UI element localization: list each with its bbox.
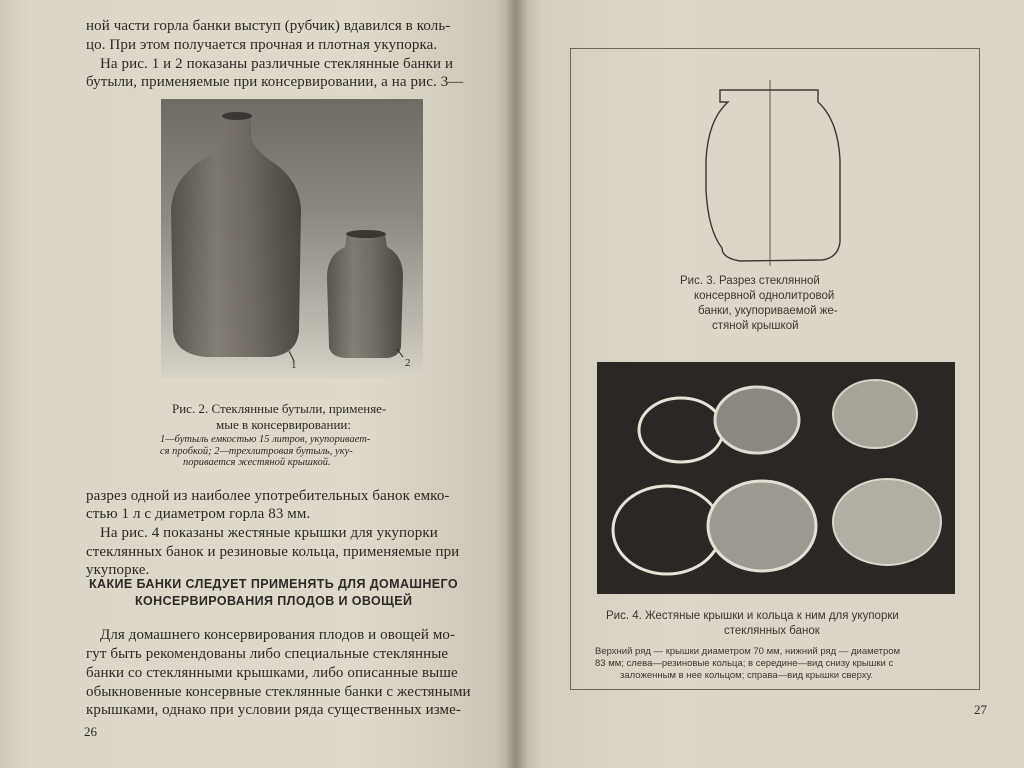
caption-line: консервной однолитровой bbox=[694, 290, 835, 302]
caption-title-line: Рис. 2. Стеклянные бутыли, применяе- bbox=[172, 401, 387, 416]
bottles-illustration bbox=[161, 99, 423, 378]
jar-outline bbox=[706, 90, 840, 261]
large-bottle-shape bbox=[171, 115, 301, 357]
caption-legend-line: заложенным в нее кольцом; справа—вид крышки сверху. bbox=[620, 670, 874, 681]
text-line: обыкновенные консервные стеклянные банки с жестяными bbox=[86, 684, 471, 700]
heading-line: КАКИЕ БАНКИ СЛЕДУЕТ ПРИМЕНЯТЬ ДЛЯ ДОМАШНЕГО bbox=[89, 577, 458, 591]
rubber-ring-small bbox=[639, 398, 723, 462]
caption-legend-line: 1—бутыль емкостью 15 литров, укупоривает- bbox=[160, 434, 371, 445]
large-bottle-neck bbox=[222, 112, 252, 120]
caption-line: банки, укупориваемой же- bbox=[698, 305, 838, 317]
text-line: укупорке. bbox=[86, 562, 150, 578]
text-line: стью 1 л с диаметром горла 83 мм. bbox=[86, 506, 311, 522]
lid-top-large bbox=[833, 479, 941, 565]
page-number-right: 27 bbox=[974, 702, 987, 717]
figure-2-marker-1: 1 bbox=[291, 359, 297, 371]
page-number-left: 26 bbox=[84, 724, 97, 739]
book-gutter bbox=[506, 0, 528, 768]
heading-line: КОНСЕРВИРОВАНИЯ ПЛОДОВ И ОВОЩЕЙ bbox=[135, 594, 413, 608]
text-line: разрез одной из наиболее употребительных банок емко- bbox=[86, 488, 450, 504]
text-line: Для домашнего консервирования плодов и овощей мо- bbox=[100, 627, 456, 643]
text-line: банки со стеклянными крышками, либо описанные выше bbox=[86, 665, 458, 681]
text-line: стеклянных банок и резиновые кольца, применяемые при bbox=[86, 544, 460, 560]
rubber-ring-large bbox=[613, 486, 721, 574]
lid-with-ring-small bbox=[715, 387, 799, 453]
text-line: крышками, однако при условии ряда существенных изме- bbox=[86, 702, 461, 718]
caption-title-line: Рис. 4. Жестяные крышки и кольца к ним для укупорки bbox=[606, 610, 899, 622]
caption-legend-line: ся пробкой; 2—трехлитровая бутыль, уку- bbox=[160, 446, 353, 457]
figure-2-photo bbox=[161, 99, 423, 378]
caption-line: стяной крышкой bbox=[712, 320, 799, 332]
text-line: ной части горла банки выступ (рубчик) вдавился в коль- bbox=[86, 18, 451, 34]
caption-legend-line: поривается жестяной крышкой. bbox=[183, 457, 331, 468]
text-line: На рис. 4 показаны жестяные крышки для укупорки bbox=[100, 525, 438, 541]
text-line: бутыли, применяемые при консервировании, а на рис. 3— bbox=[86, 74, 464, 90]
text-line: На рис. 1 и 2 показаны различные стеклянные банки и bbox=[100, 56, 454, 72]
figure-2-marker-2: 2 bbox=[405, 357, 411, 369]
caption-title-line: мые в консервировании: bbox=[216, 417, 351, 432]
small-jar-neck bbox=[346, 230, 386, 238]
caption-legend-line: 83 мм; слева—резиновые кольца; в середине—вид снизу крышки с bbox=[595, 658, 894, 669]
lid-with-ring-large bbox=[708, 481, 816, 571]
caption-legend-line: Верхний ряд — крышки диаметром 70 мм, нижний ряд — диаметром bbox=[595, 646, 901, 657]
text-line: цо. При этом получается прочная и плотная укупорка. bbox=[86, 37, 438, 53]
lid-top-small bbox=[833, 380, 917, 448]
figure-3-jar-drawing bbox=[700, 80, 850, 270]
figure-4-photo bbox=[597, 362, 955, 594]
lids-and-rings-illustration bbox=[597, 362, 955, 594]
text-line: гут быть рекомендованы либо специальные стеклянные bbox=[86, 646, 449, 662]
caption-line: Рис. 3. Разрез стеклянной bbox=[680, 275, 820, 287]
small-jar-shape bbox=[327, 233, 403, 358]
caption-title-line: стеклянных банок bbox=[724, 625, 820, 637]
